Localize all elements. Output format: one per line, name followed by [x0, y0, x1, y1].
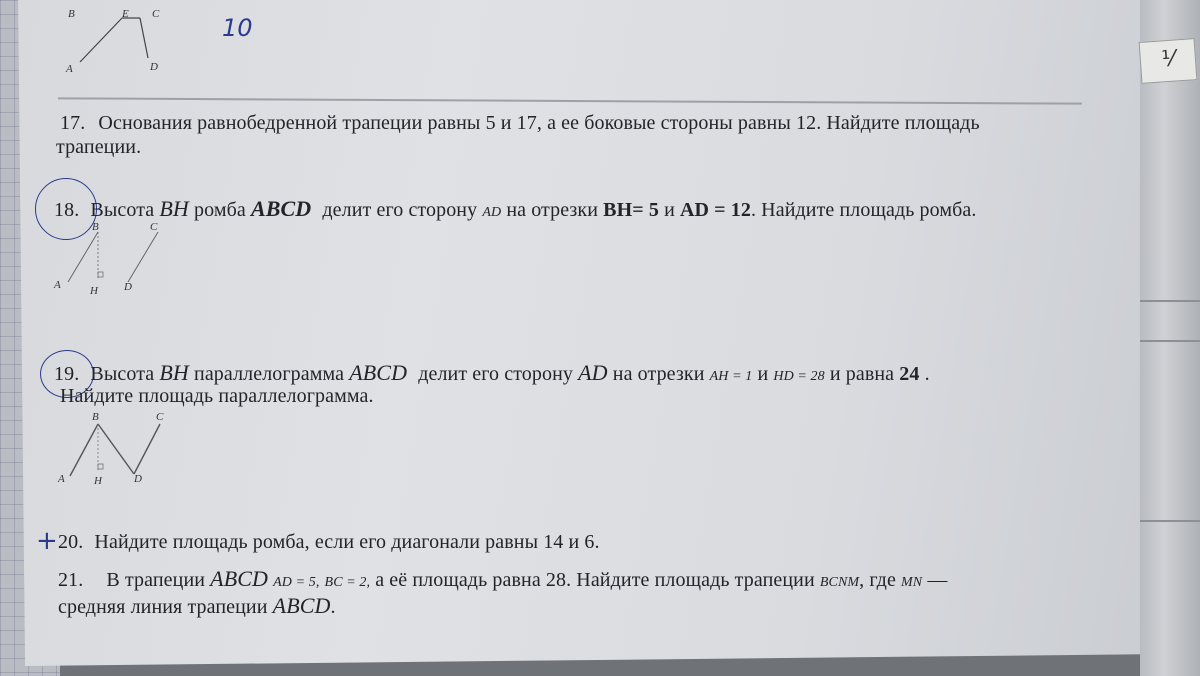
label-d: D — [150, 61, 158, 73]
label-c: C — [156, 411, 164, 423]
problem-20-line1 — [58, 531, 600, 554]
label-a: A — [54, 279, 61, 291]
problem-21-line1 — [58, 566, 947, 592]
problem-18-p1: Высота — [90, 199, 155, 221]
problem-17-line2: трапеции. — [56, 136, 142, 158]
handwritten-tab: ⅟ — [1139, 38, 1198, 84]
problem-18-ad: AD — [482, 205, 502, 220]
label-b: B — [92, 411, 99, 423]
label-h: H — [94, 475, 102, 487]
problem-18-number: 18. — [54, 199, 80, 221]
problem-21-abcd2: ABCD — [272, 593, 331, 618]
problem-19-p4: на отрезки — [612, 363, 705, 385]
problem-21-line2b: . — [330, 596, 336, 618]
problem-19-number: 19. — [54, 363, 80, 385]
problem-21-abcd: ABCD — [210, 566, 269, 591]
problem-21-ad: AD = 5, — [273, 575, 320, 590]
problem-19-line1 — [54, 360, 930, 386]
top-figure — [60, 0, 170, 80]
problem-20-number: 20. — [58, 531, 84, 553]
problem-21-bc: BC = 2, — [324, 575, 371, 590]
label-d: D — [134, 473, 142, 485]
problem-19-abcd: ABCD — [349, 360, 408, 385]
figure-18 — [50, 218, 170, 298]
label-d: D — [124, 281, 132, 293]
problem-21-p2: а её площадь равна 28. Найдите площадь трапеции — [375, 569, 815, 591]
problem-21-number: 21. — [58, 569, 84, 591]
problem-19-ah: AH = 1 — [709, 369, 753, 384]
problem-18-line1 — [54, 196, 977, 222]
divider-line — [58, 97, 1082, 104]
problem-19-h: 24 — [899, 363, 920, 385]
problem-21-p1: В трапеции — [106, 569, 206, 591]
problem-18-abcd: ABCD — [250, 196, 312, 221]
problem-19-ad: AD — [578, 360, 608, 385]
problem-17-number: 17. — [60, 112, 86, 134]
problem-21-line2 — [58, 593, 336, 619]
label-a: A — [58, 473, 65, 485]
handwritten-mark: 10 — [222, 14, 253, 42]
problem-18-p6: . Найдите площадь ромба. — [750, 199, 977, 221]
problem-19-bh: BH — [159, 360, 189, 385]
problem-21-line2a: средняя линия трапеции — [58, 596, 268, 618]
problem-18-p3: делит его сторону — [322, 199, 478, 221]
problem-18-seg: BH= 5 — [603, 199, 659, 221]
problem-21-bcnm: BCNM — [819, 575, 860, 590]
label-c: C — [150, 221, 158, 233]
problem-19-p3: делит его сторону — [418, 363, 574, 385]
problem-18-p2: ромба — [194, 199, 246, 221]
problem-18-seg2: AD = 12 — [680, 199, 751, 221]
handwritten-plus: + — [36, 526, 58, 556]
problem-20-text: Найдите площадь ромба, если его диагонали равны 14 и 6. — [94, 531, 600, 553]
problem-21-mn: MN — [901, 575, 923, 590]
problem-19-p5: и — [757, 363, 769, 385]
problem-19-p7: . — [924, 363, 930, 385]
label-a: A — [66, 63, 73, 75]
label-e: E — [122, 8, 129, 20]
problem-18-p4: на отрезки — [506, 199, 599, 221]
problem-19-hd: HD = 28 — [773, 369, 825, 384]
label-h: H — [90, 285, 98, 297]
problem-19-p6: и равна — [829, 363, 895, 385]
problem-19-p1: Высота — [90, 363, 155, 385]
problem-21-p4: — — [927, 569, 948, 591]
problem-17-text: Основания равнобедренной трапеции равны 5 и 17, а ее боковые стороны равны 12. Найдите площадь — [98, 112, 980, 134]
problem-18-bh: BH — [159, 196, 189, 221]
figure-19 — [54, 410, 184, 490]
problem-19-line2: Найдите площадь параллелограмма. — [60, 385, 374, 407]
problem-18-p5: и — [664, 199, 675, 221]
label-c: C — [152, 8, 160, 20]
label-b: B — [92, 221, 99, 233]
label-b: B — [68, 8, 75, 20]
problem-17-line1 — [60, 112, 980, 135]
problem-19-p2: параллелограмма — [194, 363, 345, 385]
problem-21-p3: , где — [859, 569, 896, 591]
